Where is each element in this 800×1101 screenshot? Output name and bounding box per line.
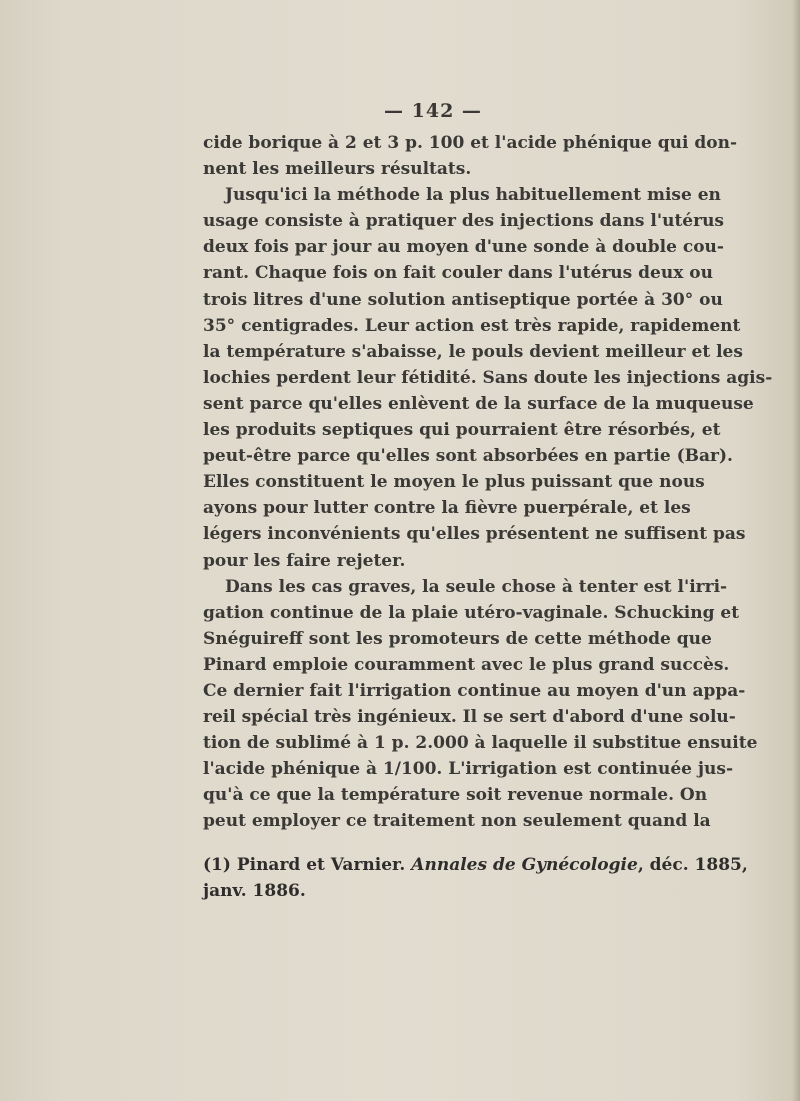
body-text	[203, 130, 773, 835]
text-line: sent parce qu'elles enlèvent de la surface de la muqueuse	[203, 393, 754, 414]
footnote-line: janv. 1886.	[203, 881, 306, 901]
page-number: — 142 —	[384, 100, 482, 122]
text-line: pour les faire rejeter.	[203, 550, 406, 571]
text-line: Pinard emploie couramment avec le plus grand succès.	[203, 654, 730, 675]
text-line: Snéguireff sont les promoteurs de cette méthode que	[203, 628, 712, 649]
text-line: trois litres d'une solution antiseptique portée à 30° ou	[203, 289, 723, 310]
text-line: qu'à ce que la température soit revenue normale. On	[203, 785, 708, 806]
text-line: rant. Chaque fois on fait couler dans l'utérus deux ou	[203, 263, 713, 284]
text-line: l'acide phénique à 1/100. L'irrigation est continuée jus-	[203, 759, 734, 780]
text-line: usage consiste à pratiquer des injections dans l'utérus	[203, 211, 724, 232]
text-line: la température s'abaisse, le pouls devient meilleur et les	[203, 341, 743, 362]
text-line: les produits septiques qui pourraient être résorbés, et	[203, 420, 721, 441]
text-line: deux fois par jour au moyen d'une sonde à double cou-	[203, 237, 724, 258]
text-line: légers inconvénients qu'elles présentent ne suffisent pas	[203, 524, 746, 545]
page-edge-shadow	[792, 0, 800, 1101]
footnote	[203, 852, 748, 904]
footnote-line	[203, 852, 748, 878]
text-line: tion de sublimé à 1 p. 2.000 à laquelle il substitue ensuite	[203, 733, 758, 754]
text-line: gation continue de la plaie utéro-vaginale. Schucking et	[203, 602, 740, 623]
text-line: lochies perdent leur fétidité. Sans doute les injections agis-	[203, 367, 773, 388]
text-line: ayons pour lutter contre la fièvre puerpérale, et les	[203, 498, 691, 519]
text-line: reil spécial très ingénieux. Il se sert d'abord d'une solu-	[203, 707, 736, 728]
text-line: cide borique à 2 et 3 p. 100 et l'acide phénique qui don-	[203, 133, 738, 153]
text-line: peut employer ce traitement non seulement quand la	[203, 811, 711, 832]
text-line: Ce dernier fait l'irrigation continue au moyen d'un appa-	[203, 680, 746, 701]
text-line: peut-être parce qu'elles sont absorbées en partie (Bar).	[203, 446, 733, 467]
text-line: nent les meilleurs résultats.	[203, 159, 472, 180]
footnote-author: (1) Pinard et Varnier.	[203, 855, 412, 875]
footnote-date: , déc. 1885,	[637, 855, 748, 875]
text-line: Jusqu'ici la méthode la plus habituellement mise en	[225, 185, 721, 206]
text-line: 35° centigrades. Leur action est très rapide, rapidement	[203, 315, 741, 336]
footnote-journal: Annales de Gynécologie	[411, 855, 638, 875]
text-line: Elles constituent le moyen le plus puissant que nous	[203, 472, 705, 493]
text-line: Dans les cas graves, la seule chose à tenter est l'irri-	[225, 576, 728, 597]
